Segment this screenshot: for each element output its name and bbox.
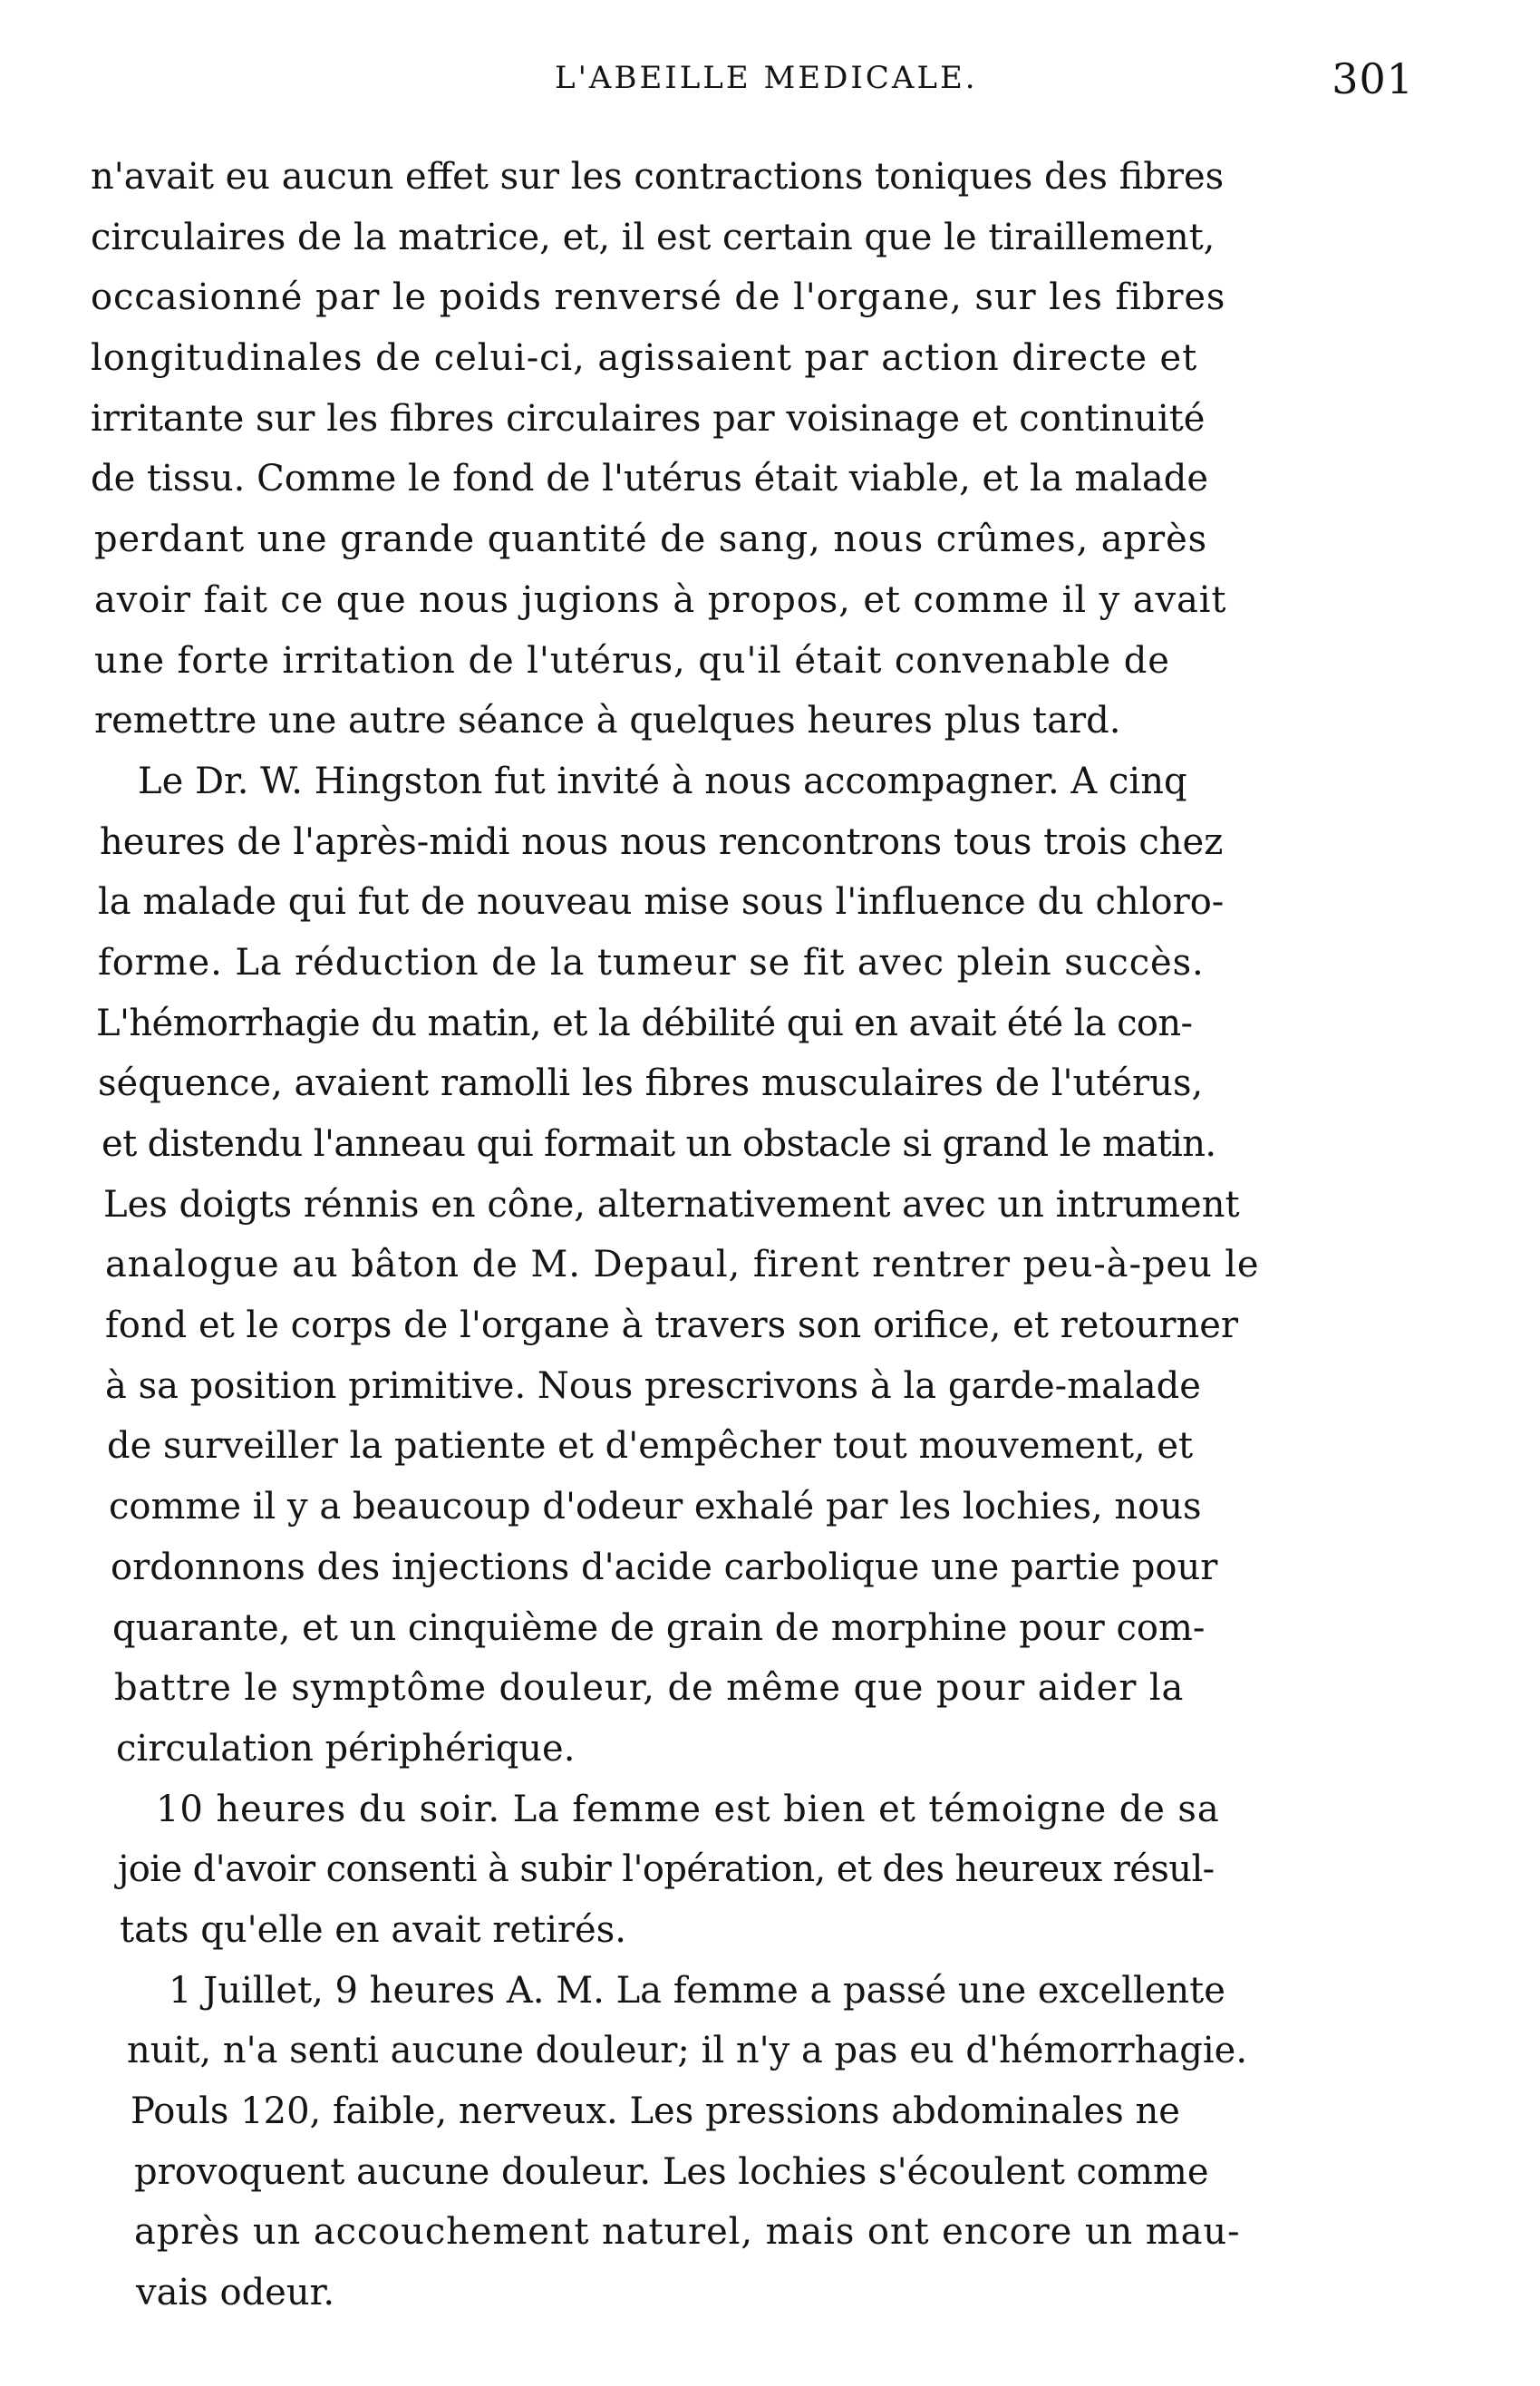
text-line: irritante sur les fibres circulaires par voisinage et continuité: [91, 397, 1206, 440]
text-line: perdant une grande quantité de sang, nous crûmes, après: [94, 519, 1208, 561]
text-line: et distendu l'anneau qui formait un obstacle si grand le matin.: [102, 1123, 1216, 1165]
text-line: remettre une autre séance à quelques heures plus tard.: [94, 700, 1121, 742]
text-line: nuit, n'a senti aucune douleur; il n'y a pas eu d'hémorrhagie.: [127, 2030, 1248, 2072]
text-line: Pouls 120, faible, nerveux. Les pressions abdominales ne: [131, 2090, 1180, 2132]
running-head: [91, 54, 1414, 109]
text-line: circulation périphérique.: [116, 1727, 576, 1770]
text-line: ordonnons des injections d'acide carbolique une partie pour: [111, 1546, 1218, 1588]
text-line: provoquent aucune douleur. Les lochies s'écoulent comme: [134, 2150, 1209, 2193]
text-line: de surveiller la patiente et d'empêcher tout mouvement, et: [107, 1425, 1194, 1468]
text-line: heures de l'après-midi nous nous rencontrons tous trois chez: [100, 820, 1224, 863]
text-line: longitudinales de celui-ci, agissaient par action directe et: [91, 337, 1198, 380]
text-line: après un accouchement naturel, mais ont encore un mau-: [134, 2211, 1241, 2254]
text-line: L'hémorrhagie du matin, et la débilité qui en avait été la con-: [96, 1002, 1193, 1044]
text-line: n'avait eu aucun effet sur les contractions toniques des fibres: [91, 156, 1225, 198]
body-text: [91, 147, 1441, 2323]
text-line: séquence, avaient ramolli les fibres musculaires de l'utérus,: [98, 1062, 1204, 1105]
text-line: forme. La réduction de la tumeur se fit avec plein succès.: [98, 941, 1205, 984]
running-title: L'ABEILLE MEDICALE.: [555, 60, 978, 96]
text-line: battre le symptôme douleur, de même que pour aider la: [114, 1667, 1185, 1710]
text-line: vais odeur.: [136, 2272, 335, 2314]
text-line: de tissu. Comme le fond de l'utérus était viable, et la malade: [91, 458, 1209, 500]
text-line: fond et le corps de l'organe à travers son orifice, et retourner: [105, 1305, 1238, 1347]
text-line: la malade qui fut de nouveau mise sous l'influence du chloro-: [98, 881, 1225, 924]
text-line: 1 Juillet, 9 heures A. M. La femme a passé une excellente: [169, 1969, 1225, 2012]
text-line: avoir fait ce que nous jugions à propos, et comme il y avait: [94, 578, 1227, 621]
text-line: une forte irritation de l'utérus, qu'il était convenable de: [94, 639, 1170, 682]
text-line: analogue au bâton de M. Depaul, firent rentrer peu-à-peu le: [105, 1244, 1260, 1286]
text-line: comme il y a beaucoup d'odeur exhalé par les lochies, nous: [109, 1486, 1202, 1528]
text-line: quarante, et un cinquième de grain de morphine pour com-: [112, 1606, 1206, 1649]
text-line: tats qu'elle en avait retirés.: [120, 1908, 626, 1951]
page-number: 301: [1332, 54, 1414, 103]
text-line: joie d'avoir consenti à subir l'opération, et des heureux résul-: [118, 1848, 1215, 1891]
text-line: Les doigts rénnis en cône, alternativement avec un intrument: [103, 1183, 1240, 1226]
text-line: 10 heures du soir. La femme est bien et témoigne de sa: [156, 1788, 1220, 1830]
text-line: circulaires de la matrice, et, il est certain que le tiraillement,: [91, 216, 1216, 258]
text-line: Le Dr. W. Hingston fut invité à nous accompagner. A cinq: [138, 760, 1187, 802]
text-line: à sa position primitive. Nous prescrivons à la garde-malade: [105, 1364, 1201, 1407]
text-line: occasionné par le poids renversé de l'organe, sur les fibres: [91, 276, 1226, 319]
